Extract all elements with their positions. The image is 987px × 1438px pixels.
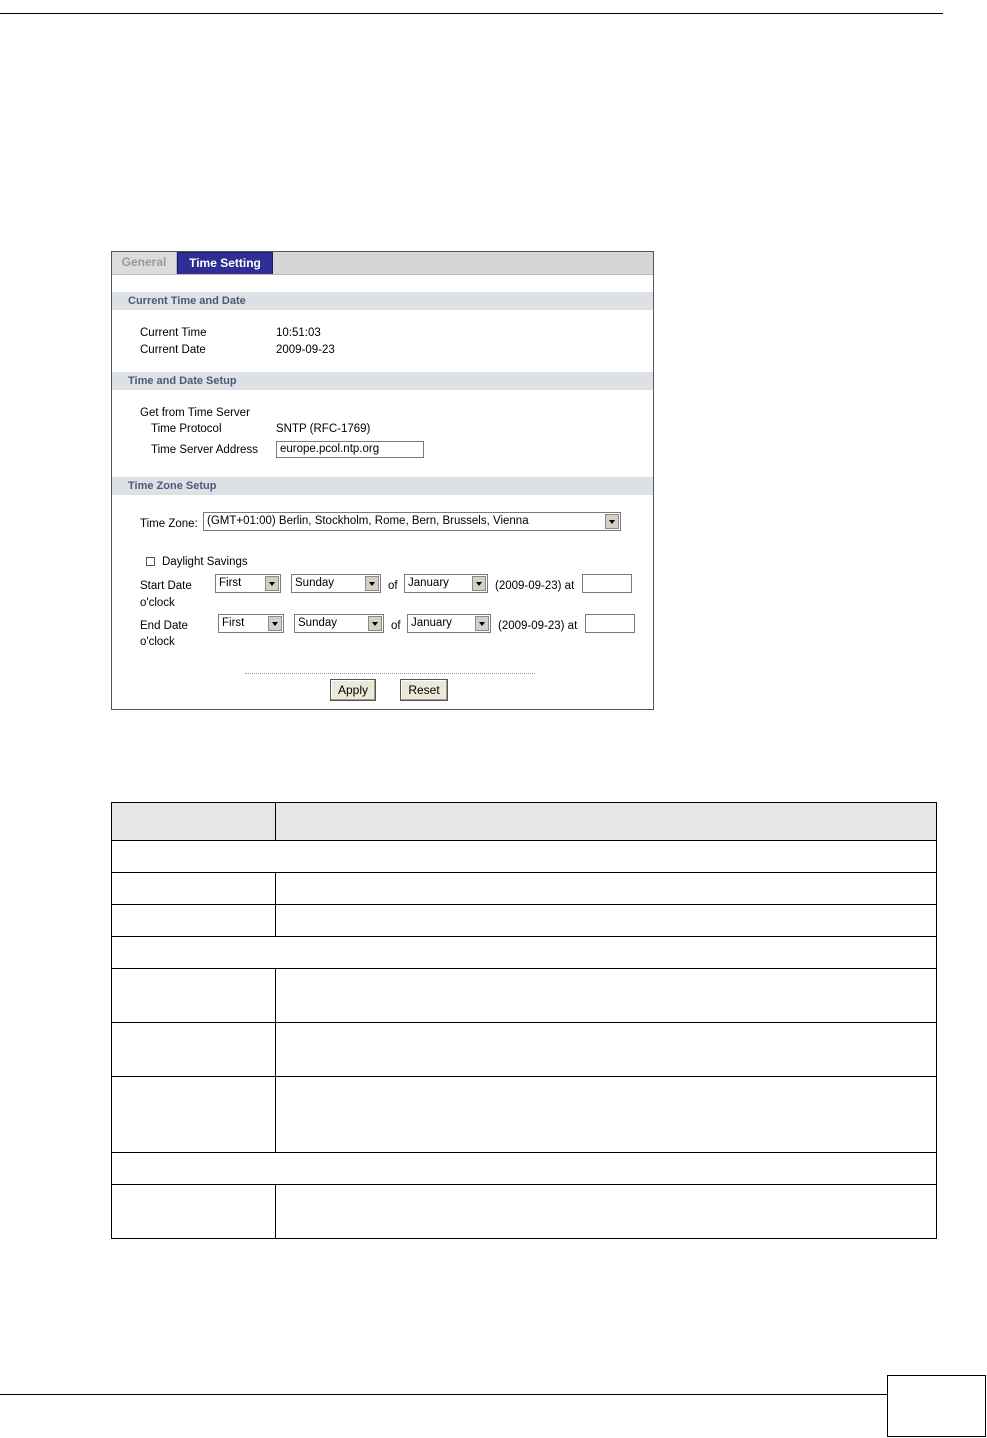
table-cell bbox=[276, 873, 937, 905]
time-server-address-label: Time Server Address bbox=[151, 444, 258, 456]
table-cell bbox=[112, 841, 937, 873]
table-section-row bbox=[112, 1153, 937, 1185]
chevron-down-icon bbox=[605, 514, 619, 529]
chevron-down-icon bbox=[365, 576, 379, 591]
chevron-down-icon bbox=[475, 616, 489, 631]
time-zone-select[interactable] bbox=[203, 512, 621, 531]
chevron-down-icon bbox=[265, 576, 279, 591]
table-cell bbox=[112, 905, 276, 937]
start-of-label: of bbox=[388, 580, 398, 592]
table-row bbox=[112, 1023, 937, 1077]
time-server-address-input[interactable]: europe.pcol.ntp.org bbox=[276, 441, 424, 458]
table-cell bbox=[112, 937, 937, 969]
section-current-time-date: Current Time and Date bbox=[112, 292, 653, 310]
time-zone-value: (GMT+01:00) Berlin, Stockholm, Rome, Bern, Brussels, Vienna bbox=[207, 515, 529, 527]
table-cell bbox=[112, 1077, 276, 1153]
footer-rule bbox=[0, 1394, 887, 1395]
start-oclock-label: o'clock bbox=[140, 597, 175, 609]
time-zone-label: Time Zone: bbox=[140, 518, 198, 530]
table-row bbox=[112, 1077, 937, 1153]
section-time-date-setup: Time and Date Setup bbox=[112, 372, 653, 390]
end-hour-input[interactable] bbox=[585, 614, 635, 633]
end-date-at-label: (2009-09-23) at bbox=[498, 620, 578, 632]
apply-button[interactable]: Apply bbox=[330, 679, 376, 701]
end-week-select[interactable] bbox=[218, 614, 284, 633]
table-cell bbox=[276, 905, 937, 937]
end-week-value: First bbox=[222, 617, 245, 629]
section-time-zone-setup: Time Zone Setup bbox=[112, 477, 653, 495]
start-week-value: First bbox=[219, 577, 242, 589]
divider bbox=[245, 673, 535, 674]
end-day-select[interactable] bbox=[294, 614, 384, 633]
end-oclock-label: o'clock bbox=[140, 636, 175, 648]
start-hour-input[interactable] bbox=[582, 574, 632, 593]
table-header-cell bbox=[276, 803, 937, 841]
table-row bbox=[112, 873, 937, 905]
end-month-select[interactable] bbox=[407, 614, 491, 633]
tab-general[interactable]: General bbox=[112, 252, 177, 274]
end-day-value: Sunday bbox=[298, 617, 338, 629]
header-rule bbox=[0, 13, 943, 14]
daylight-savings-label: Daylight Savings bbox=[162, 556, 248, 568]
tab-time-setting[interactable]: Time Setting bbox=[177, 252, 273, 274]
time-setting-panel bbox=[111, 251, 654, 710]
table-row bbox=[112, 1185, 937, 1239]
start-date-label: Start Date bbox=[140, 580, 192, 592]
tab-bar bbox=[112, 252, 653, 275]
start-month-select[interactable] bbox=[404, 574, 488, 593]
start-month-value: January bbox=[408, 577, 449, 589]
table-cell bbox=[112, 873, 276, 905]
table-cell bbox=[276, 1185, 937, 1239]
start-day-value: Sunday bbox=[295, 577, 335, 589]
table-section-row bbox=[112, 841, 937, 873]
current-date-value: 2009-09-23 bbox=[276, 344, 335, 356]
table-cell bbox=[112, 1023, 276, 1077]
end-month-value: January bbox=[411, 617, 452, 629]
start-date-at-label: (2009-09-23) at bbox=[495, 580, 575, 592]
reset-button[interactable]: Reset bbox=[400, 679, 448, 701]
time-protocol-label: Time Protocol bbox=[151, 423, 222, 435]
current-time-label: Current Time bbox=[140, 327, 207, 339]
start-week-select[interactable] bbox=[215, 574, 281, 593]
current-time-value: 10:51:03 bbox=[276, 327, 321, 339]
table-cell bbox=[112, 1153, 937, 1185]
table-cell bbox=[276, 1077, 937, 1153]
chevron-down-icon bbox=[368, 616, 382, 631]
table-cell bbox=[112, 1185, 276, 1239]
chevron-down-icon bbox=[268, 616, 282, 631]
time-protocol-value: SNTP (RFC-1769) bbox=[276, 423, 371, 435]
table-section-row bbox=[112, 937, 937, 969]
table-row bbox=[112, 969, 937, 1023]
table-row bbox=[112, 905, 937, 937]
daylight-savings-checkbox[interactable] bbox=[146, 557, 155, 566]
page-number-box bbox=[887, 1375, 986, 1437]
table-header-cell bbox=[112, 803, 276, 841]
start-day-select[interactable] bbox=[291, 574, 381, 593]
end-of-label: of bbox=[391, 620, 401, 632]
table-cell bbox=[276, 969, 937, 1023]
table-cell bbox=[112, 969, 276, 1023]
table-cell bbox=[276, 1023, 937, 1077]
end-date-label: End Date bbox=[140, 620, 188, 632]
description-table bbox=[111, 802, 937, 1239]
chevron-down-icon bbox=[472, 576, 486, 591]
get-from-time-server-label: Get from Time Server bbox=[140, 407, 250, 419]
table-header-row bbox=[112, 803, 937, 841]
current-date-label: Current Date bbox=[140, 344, 206, 356]
